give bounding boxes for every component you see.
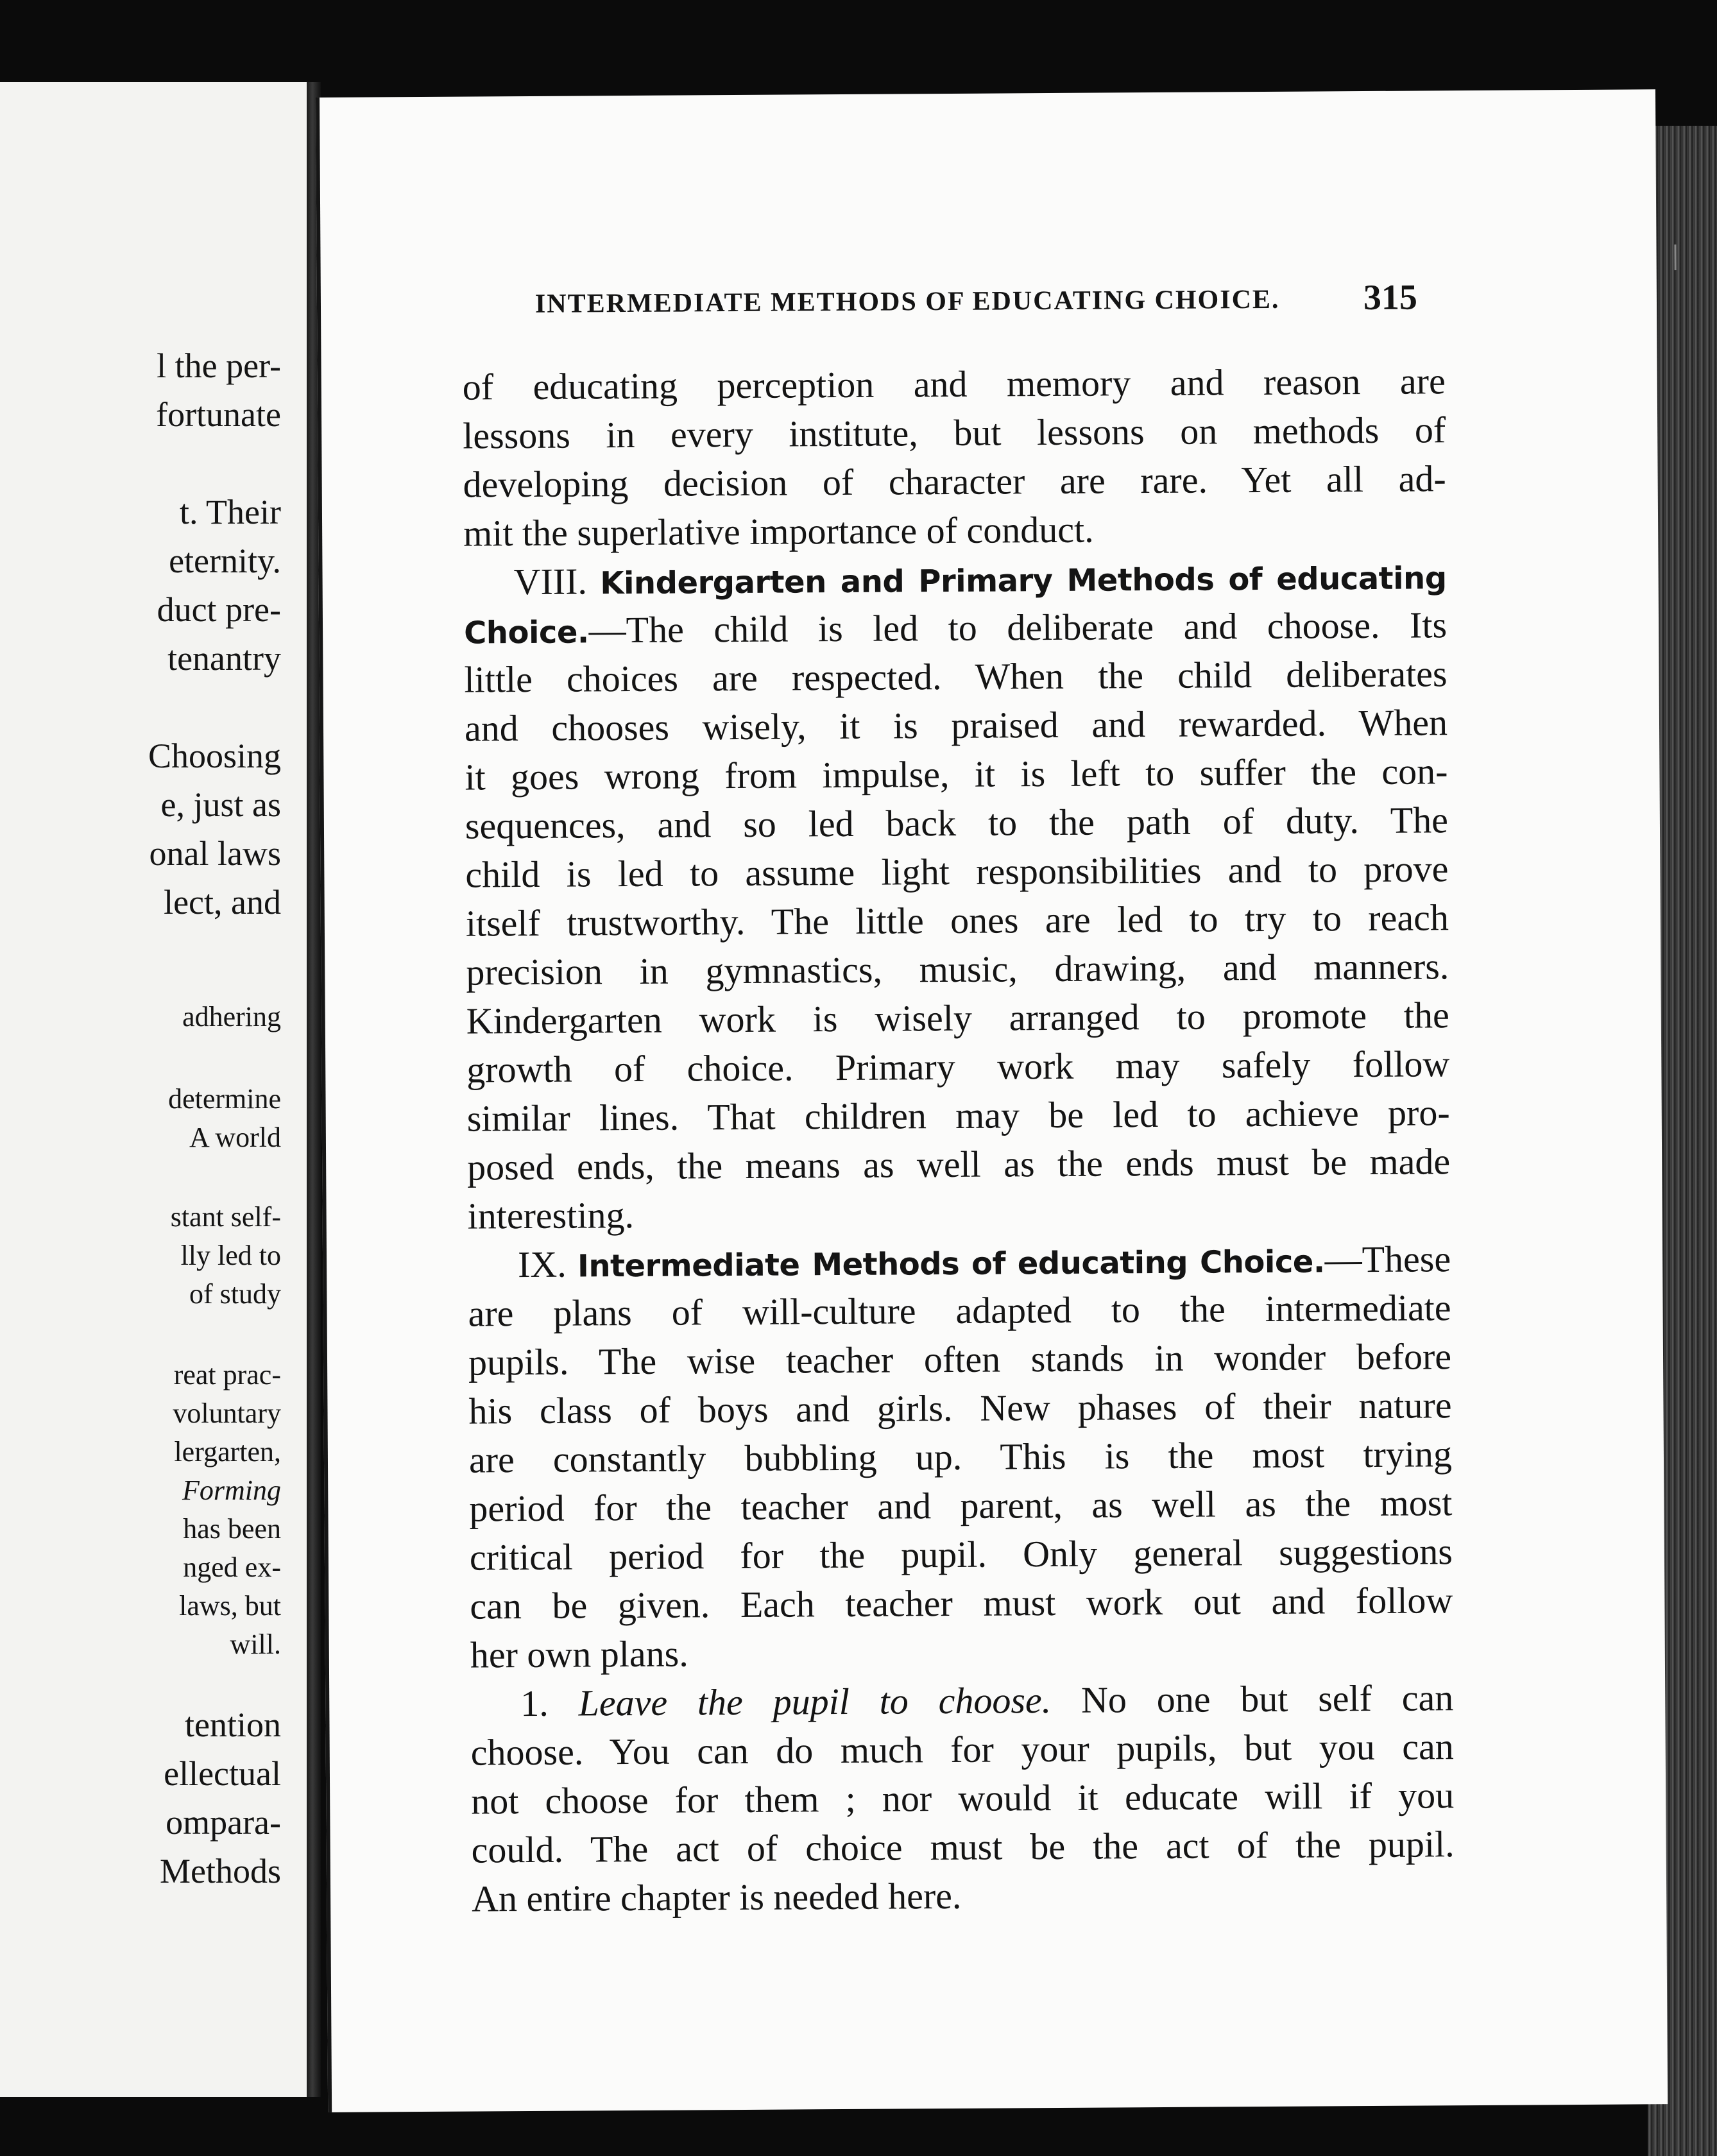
left-line: Choosing bbox=[148, 737, 281, 775]
text-line: interesting. bbox=[467, 1194, 635, 1237]
book-page bbox=[316, 89, 1668, 2112]
page-number: 315 bbox=[1363, 277, 1418, 318]
left-line: voluntary bbox=[173, 1398, 281, 1429]
left-line: lect, and bbox=[164, 883, 281, 921]
item-number: 1. bbox=[520, 1682, 549, 1725]
section-heading: Kindergarten and Primary Methods of educating bbox=[600, 560, 1447, 602]
running-head: INTERMEDIATE METHODS OF EDUCATING CHOICE. bbox=[534, 284, 1280, 319]
text-line: are constantly bubbling up. This is the most trying bbox=[468, 1433, 1453, 1481]
text-line: of educating perception and memory and reason are bbox=[462, 360, 1446, 408]
text-line: not choose for them ; nor would it educate will if you bbox=[471, 1774, 1455, 1822]
section-heading-cont: Choice. bbox=[463, 614, 589, 651]
text-line: similar lines. That children may be led to achieve pro- bbox=[466, 1091, 1450, 1140]
text-line: developing decision of character are rare. Yet all ad- bbox=[463, 458, 1446, 506]
text-line: precision in gymnastics, music, drawing, and manners. bbox=[466, 945, 1449, 993]
left-line: reat prac- bbox=[173, 1359, 281, 1390]
text-line: sequences, and so led back to the path of duty. The bbox=[465, 799, 1449, 847]
left-line: tention bbox=[185, 1706, 281, 1744]
text-line: lessons in every institute, but lessons on methods of bbox=[463, 409, 1446, 457]
section-heading-line bbox=[468, 1235, 1451, 1289]
text-run: —These bbox=[1324, 1238, 1451, 1281]
text-line: itself trustworthy. The little ones are led to try to reach bbox=[465, 896, 1449, 945]
left-line: t. Their bbox=[180, 493, 281, 531]
left-line: ompara- bbox=[166, 1803, 281, 1842]
left-line: of study bbox=[189, 1278, 281, 1310]
text-run: No one but self can bbox=[1081, 1677, 1454, 1721]
left-line: will. bbox=[230, 1629, 281, 1660]
left-line: tenantry bbox=[167, 639, 281, 678]
left-line: nged ex- bbox=[183, 1552, 281, 1583]
text-line: period for the teacher and parent, as well as the most bbox=[469, 1482, 1453, 1530]
text-line: and chooses wisely, it is praised and rewarded. When bbox=[464, 701, 1448, 749]
text-line: An entire chapter is needed here. bbox=[471, 1874, 962, 1920]
left-line: duct pre- bbox=[157, 590, 281, 629]
text-line: little choices are respected. When the child deliberates bbox=[464, 653, 1448, 701]
section-number: VIII. bbox=[513, 560, 588, 603]
text-line: her own plans. bbox=[470, 1632, 688, 1676]
italic-phrase: Leave the pupil to choose. bbox=[578, 1679, 1052, 1724]
text-line: child is led to assume light responsibilities and to prove bbox=[465, 848, 1449, 896]
left-line: A world bbox=[189, 1122, 281, 1153]
section-heading-line bbox=[463, 552, 1446, 606]
text-line: are plans of will-culture adapted to the intermediate bbox=[468, 1287, 1451, 1335]
section-number: IX. bbox=[517, 1243, 567, 1286]
left-line: onal laws bbox=[149, 834, 281, 873]
ink-mark bbox=[1674, 244, 1676, 270]
text-line: could. The act of choice must be the act of the pupil. bbox=[471, 1823, 1455, 1871]
text-line bbox=[464, 601, 1447, 655]
body-text bbox=[463, 357, 1455, 1923]
left-line: Methods bbox=[160, 1852, 281, 1890]
text-line: choose. You can do much for your pupils, but you can bbox=[470, 1725, 1454, 1774]
left-line: eternity. bbox=[169, 542, 281, 580]
left-line: e, just as bbox=[160, 785, 281, 824]
text-line: Kindergarten work is wisely arranged to promote the bbox=[466, 994, 1449, 1042]
left-line: lergarten, bbox=[174, 1436, 281, 1467]
text-line: posed ends, the means as well as the ends must be made bbox=[466, 1140, 1451, 1188]
left-line: Forming bbox=[182, 1475, 281, 1506]
previous-page-fragment bbox=[0, 82, 309, 2097]
text-line: can be given. Each teacher must work out and follow bbox=[470, 1579, 1453, 1627]
text-line: mit the superlative importance of conduct. bbox=[463, 508, 1094, 554]
left-line: laws, but bbox=[179, 1590, 281, 1621]
left-line: determine bbox=[168, 1083, 281, 1115]
left-line: has been bbox=[183, 1513, 281, 1544]
text-line: growth of choice. Primary work may safely follow bbox=[466, 1043, 1450, 1091]
left-line: fortunate bbox=[156, 395, 281, 434]
text-line: it goes wrong from impulse, it is left to suffer the con- bbox=[465, 750, 1448, 798]
section-heading: Intermediate Methods of educating Choice. bbox=[577, 1244, 1325, 1285]
left-line: lly led to bbox=[180, 1240, 281, 1271]
text-line bbox=[470, 1673, 1453, 1728]
left-line: l the per- bbox=[157, 346, 281, 385]
text-line: critical period for the pupil. Only general suggestions bbox=[469, 1530, 1453, 1579]
text-run: —The child is led to deliberate and choose. Its bbox=[588, 604, 1448, 651]
text-line: his class of boys and girls. New phases of their nature bbox=[468, 1384, 1452, 1432]
left-line: adhering bbox=[182, 1001, 281, 1032]
left-line: ellectual bbox=[164, 1754, 281, 1793]
text-line: pupils. The wise teacher often stands in wonder before bbox=[468, 1335, 1452, 1383]
left-line: stant self- bbox=[170, 1201, 281, 1233]
